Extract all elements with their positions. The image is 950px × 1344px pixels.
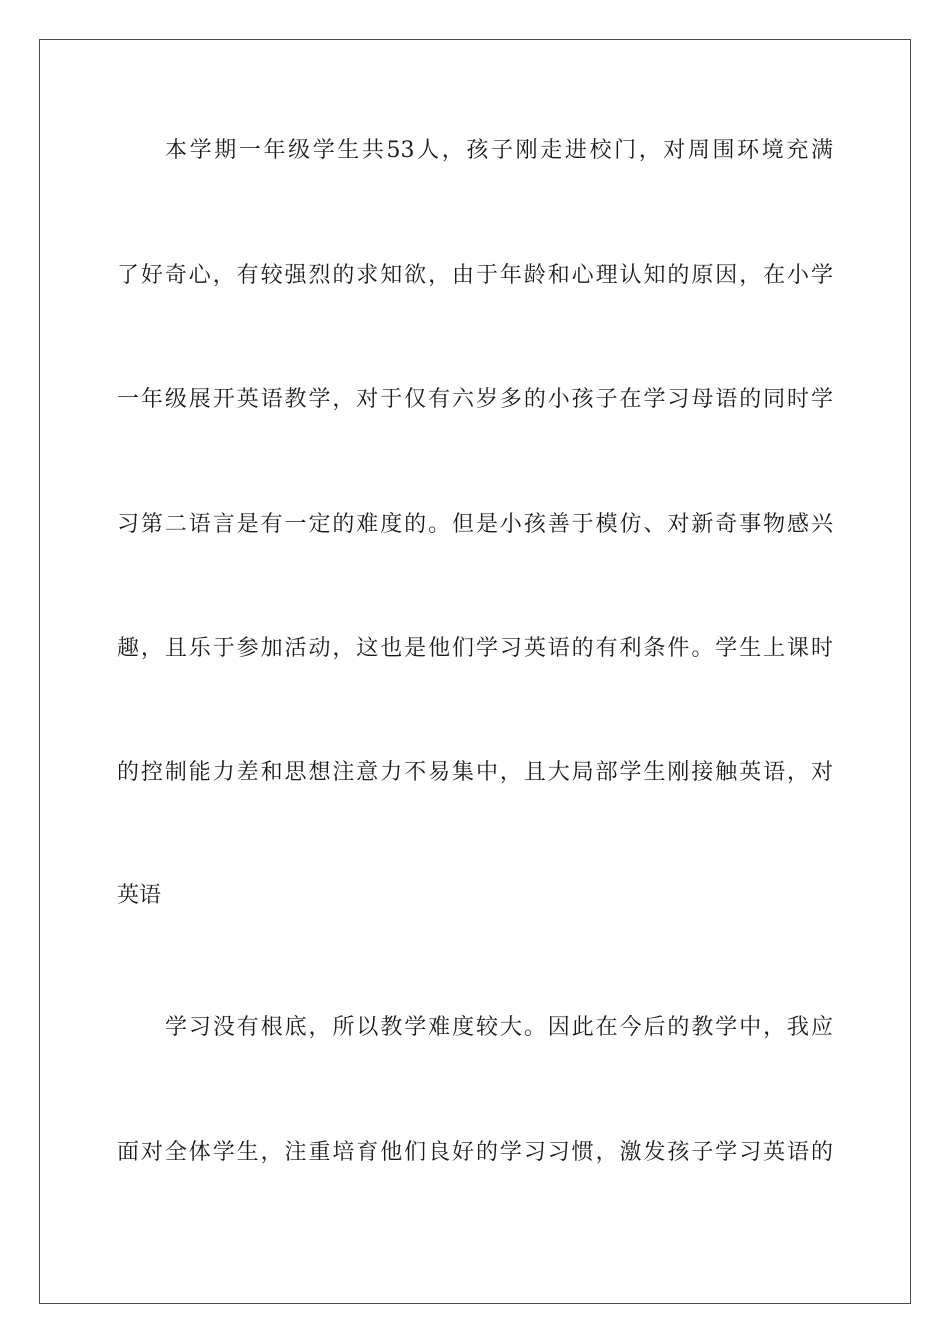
paragraph-1-line-7: 英语 bbox=[117, 883, 162, 908]
paragraph-1-line-5: 趣，且乐于参加活动，这也是他们学习英语的有利条件。学生上课时 bbox=[117, 636, 833, 661]
paragraph-1-line-4: 习第二语言是有一定的难度的。但是小孩善于模仿、对新奇事物感兴 bbox=[117, 512, 833, 537]
paragraph-1-line-2: 了好奇心，有较强烈的求知欲，由于年龄和心理认知的原因，在小学 bbox=[117, 263, 833, 288]
paragraph-2-line-1: 学习没有根底，所以教学难度较大。因此在今后的教学中，我应 bbox=[165, 1015, 833, 1040]
paragraph-1-line-6: 的控制能力差和思想注意力不易集中，且大局部学生刚接触英语，对 bbox=[117, 760, 833, 785]
paragraph-1-line-3: 一年级展开英语教学，对于仅有六岁多的小孩子在学习母语的同时学 bbox=[117, 387, 833, 412]
paragraph-1-line-1: 本学期一年级学生共53人，孩子刚走进校门，对周围环境充满 bbox=[165, 138, 833, 163]
page-frame bbox=[39, 39, 911, 1304]
paragraph-2-line-2: 面对全体学生，注重培育他们良好的学习习惯，激发孩子学习英语的 bbox=[117, 1140, 833, 1165]
